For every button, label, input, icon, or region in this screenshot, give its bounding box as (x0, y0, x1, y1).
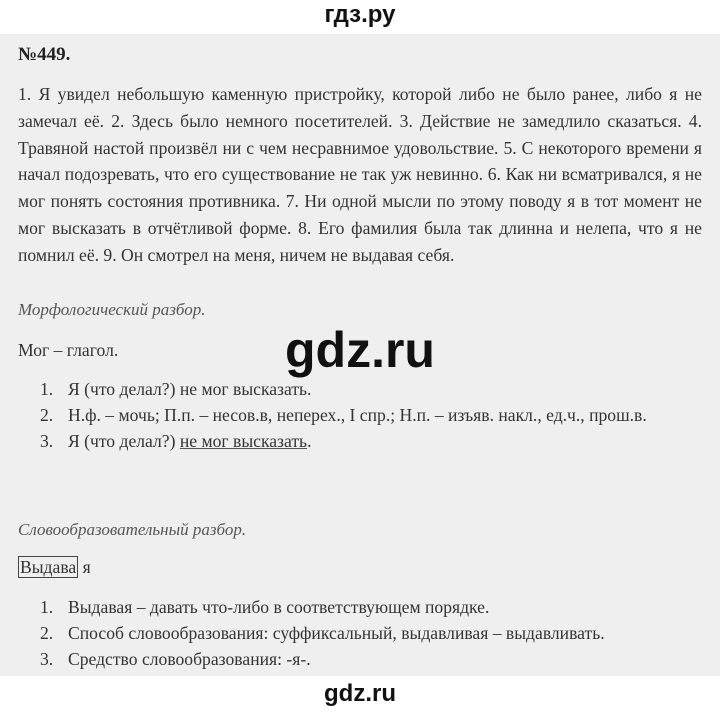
morph-item-2 (40, 402, 700, 428)
item-number: 2. (40, 623, 54, 643)
word-stem: Выдава (20, 557, 77, 577)
item-number: 1. (40, 597, 54, 617)
exercise-text: 1. Я увидел небольшую каменную пристройку, которой либо не было ранее, либо я не замечал её. 2. Здесь было немного посетителей. 3. Действие не замедлило сказаться. 4. Травяной настой произвёл ни с чем несравнимое удовольствие. 5. С некоторого времени я начал подозревать, что его существование не так уж невинно. 6. Как ни всматривался, я не мог понять состояния противника. 7. Ни одной мысли по этому поводу я в тот момент не мог высказать в отчётливой форме. 8. Его фамилия была так длинна и нелепа, что я не помнил её. 9. Он смотрел на меня, ничем не выдавая себя. (18, 84, 702, 265)
morph-list (40, 376, 700, 454)
morph-heading: Морфологический разбор. (18, 300, 206, 319)
item-text: Выдавая – давать что-либо в соответствующем порядке. (68, 597, 490, 617)
site-watermark-bottom: gdz.ru (0, 676, 720, 712)
item-number: 1. (40, 379, 54, 399)
wf-item-1 (40, 594, 700, 620)
item-text-post: . (307, 431, 312, 451)
item-text-underlined: не мог высказать (179, 431, 308, 451)
item-text: Н.ф. – мочь; П.п. – несов.в, неперех., I спр.; Н.п. – изъяв. накл., ед.ч., прош.в. (68, 405, 647, 425)
word-formation-list (40, 594, 700, 672)
site-watermark-top: гдз.ру (0, 0, 720, 34)
word-suffix: я (82, 557, 91, 577)
wf-item-2 (40, 620, 700, 646)
wf-item-3 (40, 646, 700, 672)
word-formation-heading: Словообразовательный разбор. (18, 520, 247, 539)
morph-item-3 (40, 428, 700, 454)
item-number: 2. (40, 405, 54, 425)
item-text: Я (что делал?) не мог высказать. (68, 379, 312, 399)
morph-word: Мог – глагол. (18, 340, 119, 360)
word-analysis (18, 556, 91, 578)
item-text: Способ словообразования: суффиксальный, выдавливая – выдавливать. (68, 623, 605, 643)
item-text: Средство словообразования: -я-. (68, 649, 311, 669)
morph-item-1 (40, 376, 700, 402)
exercise-number: №449. (18, 44, 71, 65)
item-number: 3. (40, 431, 54, 451)
item-number: 3. (40, 649, 54, 669)
item-text-pre: Я (что делал?) (68, 431, 180, 451)
site-watermark-center: gdz.ru (285, 322, 435, 378)
